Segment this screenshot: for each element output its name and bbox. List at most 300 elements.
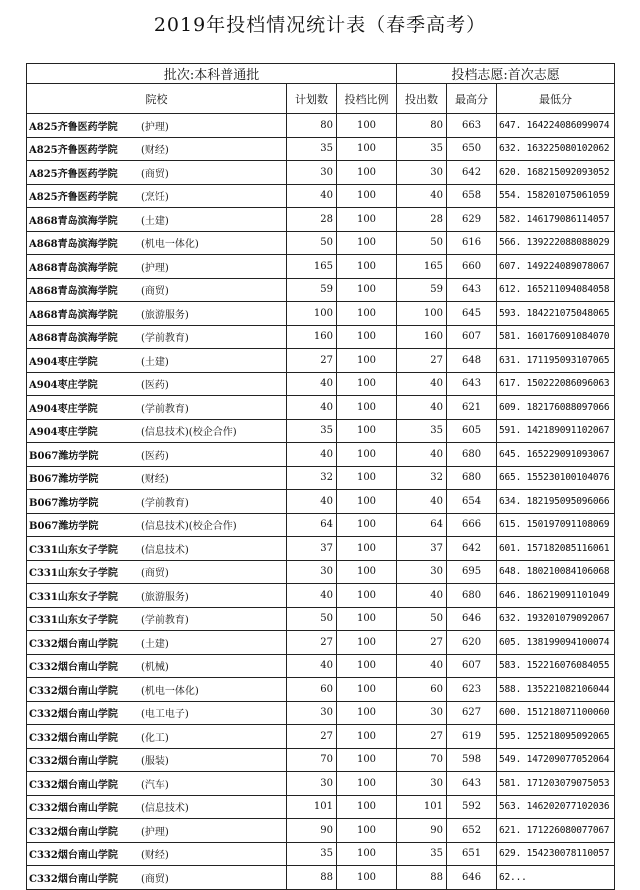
cell-plan: 70 [287,748,337,772]
cell-school [27,325,287,349]
major-name: (护理) [141,121,169,133]
school-name: A868青岛滨海学院 [29,215,118,227]
cell-school [27,701,287,725]
table-row [27,114,615,138]
table-row [27,231,615,255]
major-name: (商贸) [141,286,169,298]
table-row [27,819,615,843]
table-row [27,255,615,279]
school-name: C332烟台南山学院 [29,826,118,838]
table-row [27,678,615,702]
major-name: (土建) [141,356,169,368]
table-row [27,372,615,396]
cell-admitted: 40 [397,184,447,208]
major-name: (护理) [141,826,169,838]
cell-plan: 80 [287,114,337,138]
cell-plan: 35 [287,419,337,443]
admission-table [26,63,615,890]
cell-admitted: 101 [397,795,447,819]
table-row [27,795,615,819]
table-row [27,725,615,749]
cell-ratio: 100 [337,795,397,819]
school-name: A868青岛滨海学院 [29,239,118,251]
cell-max: 592 [447,795,497,819]
cell-admitted: 30 [397,161,447,185]
cell-admitted: 37 [397,537,447,561]
major-name: (旅游服务) [141,309,189,321]
cell-school [27,184,287,208]
school-name: C331山东女子学院 [29,568,118,580]
cell-ratio: 100 [337,701,397,725]
header-row-batch [27,64,615,84]
cell-max: 663 [447,114,497,138]
cell-max: 695 [447,560,497,584]
cell-plan: 64 [287,513,337,537]
school-name: B067潍坊学院 [29,521,99,533]
cell-min: 607. 149224089078067 [497,255,615,279]
cell-plan: 32 [287,466,337,490]
cell-admitted: 60 [397,678,447,702]
page-title: 2019年投档情况统计表（春季高考） [153,14,487,36]
cell-admitted: 50 [397,607,447,631]
table-row [27,161,615,185]
school-name: C332烟台南山学院 [29,685,118,697]
school-name: C331山东女子学院 [29,544,118,556]
col-header-plan: 计划数 [287,84,337,114]
major-name: (机电一体化) [141,685,199,697]
major-name: (旅游服务) [141,591,189,603]
cell-max: 651 [447,842,497,866]
cell-max: 642 [447,161,497,185]
cell-min: 601. 157182085116061 [497,537,615,561]
cell-admitted: 160 [397,325,447,349]
cell-ratio: 100 [337,231,397,255]
cell-max: 650 [447,137,497,161]
school-name: A868青岛滨海学院 [29,286,118,298]
col-header-admitted: 投出数 [397,84,447,114]
cell-school [27,208,287,232]
major-name: (信息技术) [141,803,189,815]
table-row [27,466,615,490]
major-name: (机电一体化) [141,239,199,251]
cell-plan: 40 [287,654,337,678]
cell-max: 643 [447,278,497,302]
major-name: (学前教育) [141,333,189,345]
cell-school [27,842,287,866]
cell-plan: 50 [287,607,337,631]
table-row [27,607,615,631]
school-name: C332烟台南山学院 [29,638,118,650]
cell-admitted: 27 [397,349,447,373]
table-row [27,701,615,725]
cell-ratio: 100 [337,748,397,772]
cell-admitted: 27 [397,725,447,749]
cell-max: 646 [447,607,497,631]
cell-plan: 27 [287,631,337,655]
school-name: C332烟台南山学院 [29,803,118,815]
school-name: C332烟台南山学院 [29,873,118,885]
major-name: (商贸) [141,168,169,180]
cell-max: 646 [447,866,497,890]
cell-min: 582. 146179086114057 [497,208,615,232]
cell-plan: 40 [287,443,337,467]
table-row [27,278,615,302]
major-name: (机械) [141,662,169,674]
table-row [27,490,615,514]
cell-max: 629 [447,208,497,232]
school-name: A868青岛滨海学院 [29,333,118,345]
school-name: A825齐鲁医药学院 [29,168,118,180]
cell-max: 605 [447,419,497,443]
cell-plan: 30 [287,701,337,725]
cell-school [27,513,287,537]
school-name: C331山东女子学院 [29,615,118,627]
cell-plan: 35 [287,842,337,866]
cell-admitted: 40 [397,372,447,396]
cell-school [27,607,287,631]
cell-ratio: 100 [337,819,397,843]
school-name: A904枣庄学院 [29,427,98,439]
school-name: C331山东女子学院 [29,591,118,603]
school-name: B067潍坊学院 [29,497,99,509]
table-row [27,748,615,772]
cell-max: 658 [447,184,497,208]
cell-ratio: 100 [337,419,397,443]
cell-min: 591. 142189091102067 [497,419,615,443]
school-name: A868青岛滨海学院 [29,262,118,274]
cell-ratio: 100 [337,560,397,584]
cell-min: 583. 152216076084055 [497,654,615,678]
cell-ratio: 100 [337,184,397,208]
cell-max: 619 [447,725,497,749]
cell-plan: 28 [287,208,337,232]
cell-admitted: 30 [397,701,447,725]
cell-min: 631. 171195093107065 [497,349,615,373]
table-row [27,584,615,608]
cell-max: 643 [447,372,497,396]
cell-max: 616 [447,231,497,255]
major-name: (医药) [141,450,169,462]
cell-ratio: 100 [337,443,397,467]
cell-admitted: 165 [397,255,447,279]
cell-school [27,231,287,255]
cell-min: 554. 158201075061059 [497,184,615,208]
col-header-min: 最低分 [497,84,615,114]
cell-max: 607 [447,654,497,678]
cell-admitted: 35 [397,419,447,443]
table-row [27,772,615,796]
cell-min: 647. 164224086099074 [497,114,615,138]
major-name: (电工电子) [141,709,189,721]
cell-min: 617. 150222086096063 [497,372,615,396]
cell-max: 654 [447,490,497,514]
cell-school [27,795,287,819]
cell-ratio: 100 [337,137,397,161]
cell-ratio: 100 [337,208,397,232]
cell-plan: 40 [287,584,337,608]
cell-plan: 35 [287,137,337,161]
major-name: (医药) [141,380,169,392]
major-name: (财经) [141,145,169,157]
cell-plan: 30 [287,772,337,796]
cell-max: 666 [447,513,497,537]
school-name: A904枣庄学院 [29,356,98,368]
major-name: (信息技术)(校企合作) [141,521,237,533]
school-name: C332烟台南山学院 [29,756,118,768]
major-name: (服装) [141,756,169,768]
cell-ratio: 100 [337,607,397,631]
cell-ratio: 100 [337,654,397,678]
major-name: (学前教育) [141,497,189,509]
cell-admitted: 27 [397,631,447,655]
cell-ratio: 100 [337,302,397,326]
cell-max: 598 [447,748,497,772]
major-name: (信息技术)(校企合作) [141,427,237,439]
cell-admitted: 32 [397,466,447,490]
cell-ratio: 100 [337,584,397,608]
cell-min: 620. 168215092093052 [497,161,615,185]
cell-school [27,419,287,443]
cell-ratio: 100 [337,631,397,655]
cell-min: 632. 193201079092067 [497,607,615,631]
cell-min: 629. 154230078110057 [497,842,615,866]
cell-min: 648. 180210084106068 [497,560,615,584]
cell-ratio: 100 [337,772,397,796]
cell-admitted: 40 [397,443,447,467]
cell-plan: 40 [287,396,337,420]
cell-min: 593. 184221075048065 [497,302,615,326]
cell-min: 581. 171203079075053 [497,772,615,796]
table-row [27,419,615,443]
cell-plan: 40 [287,372,337,396]
major-name: (信息技术) [141,544,189,556]
cell-admitted: 88 [397,866,447,890]
school-name: C332烟台南山学院 [29,779,118,791]
cell-school [27,490,287,514]
cell-school [27,302,287,326]
cell-ratio: 100 [337,490,397,514]
cell-school [27,443,287,467]
col-header-school: 院校 [27,84,287,114]
cell-ratio: 100 [337,678,397,702]
cell-max: 680 [447,584,497,608]
major-name: (汽车) [141,779,169,791]
school-name: B067潍坊学院 [29,450,99,462]
col-header-max: 最高分 [447,84,497,114]
major-name: (烹饪) [141,192,169,204]
cell-admitted: 70 [397,748,447,772]
cell-plan: 160 [287,325,337,349]
major-name: (商贸) [141,568,169,580]
cell-school [27,349,287,373]
cell-max: 607 [447,325,497,349]
table-row [27,560,615,584]
cell-ratio: 100 [337,725,397,749]
table-row [27,537,615,561]
cell-school [27,161,287,185]
cell-plan: 59 [287,278,337,302]
cell-plan: 37 [287,537,337,561]
cell-max: 623 [447,678,497,702]
cell-school [27,819,287,843]
school-name: C332烟台南山学院 [29,709,118,721]
table-row [27,443,615,467]
cell-school [27,631,287,655]
table-row [27,654,615,678]
cell-school [27,560,287,584]
cell-admitted: 40 [397,396,447,420]
cell-ratio: 100 [337,372,397,396]
cell-min: 600. 151218071100060 [497,701,615,725]
cell-max: 642 [447,537,497,561]
cell-admitted: 40 [397,490,447,514]
cell-plan: 165 [287,255,337,279]
cell-plan: 27 [287,725,337,749]
cell-max: 620 [447,631,497,655]
school-name: A825齐鲁医药学院 [29,121,118,133]
school-name: A904枣庄学院 [29,403,98,415]
cell-admitted: 64 [397,513,447,537]
table-row [27,396,615,420]
cell-max: 660 [447,255,497,279]
cell-min: 549. 147209077052064 [497,748,615,772]
cell-max: 645 [447,302,497,326]
cell-plan: 27 [287,349,337,373]
cell-ratio: 100 [337,325,397,349]
cell-min: 609. 182176088097066 [497,396,615,420]
cell-min: 605. 138199094100074 [497,631,615,655]
major-name: (化工) [141,732,169,744]
cell-school [27,772,287,796]
cell-min: 588. 135221082106044 [497,678,615,702]
cell-min: 621. 171226080077067 [497,819,615,843]
major-name: (土建) [141,215,169,227]
cell-ratio: 100 [337,114,397,138]
cell-school [27,466,287,490]
cell-min: 646. 186219091101049 [497,584,615,608]
cell-school [27,396,287,420]
school-name: A868青岛滨海学院 [29,309,118,321]
school-name: A904枣庄学院 [29,380,98,392]
cell-school [27,584,287,608]
cell-school [27,678,287,702]
cell-school [27,278,287,302]
cell-plan: 100 [287,302,337,326]
table-row [27,866,615,890]
cell-plan: 101 [287,795,337,819]
cell-school [27,654,287,678]
cell-plan: 88 [287,866,337,890]
cell-max: 652 [447,819,497,843]
cell-ratio: 100 [337,842,397,866]
cell-admitted: 35 [397,842,447,866]
cell-ratio: 100 [337,255,397,279]
cell-max: 621 [447,396,497,420]
cell-admitted: 35 [397,137,447,161]
table-row [27,842,615,866]
header-row-columns [27,84,615,114]
cell-admitted: 50 [397,231,447,255]
major-name: (学前教育) [141,403,189,415]
school-name: C332烟台南山学院 [29,732,118,744]
cell-admitted: 80 [397,114,447,138]
cell-max: 643 [447,772,497,796]
cell-max: 627 [447,701,497,725]
cell-max: 648 [447,349,497,373]
school-name: A825齐鲁医药学院 [29,192,118,204]
cell-school [27,255,287,279]
table-row [27,302,615,326]
cell-plan: 30 [287,161,337,185]
cell-max: 680 [447,443,497,467]
cell-plan: 40 [287,184,337,208]
cell-admitted: 40 [397,654,447,678]
major-name: (商贸) [141,873,169,885]
cell-ratio: 100 [337,396,397,420]
cell-school [27,137,287,161]
cell-school [27,725,287,749]
cell-admitted: 40 [397,584,447,608]
cell-admitted: 30 [397,560,447,584]
table-row [27,208,615,232]
cell-min: 665. 155230100104076 [497,466,615,490]
cell-admitted: 28 [397,208,447,232]
cell-ratio: 100 [337,161,397,185]
table-row [27,349,615,373]
school-name: C332烟台南山学院 [29,850,118,862]
major-name: (财经) [141,474,169,486]
cell-min: 563. 146202077102036 [497,795,615,819]
major-name: (学前教育) [141,615,189,627]
cell-ratio: 100 [337,278,397,302]
major-name: (财经) [141,850,169,862]
school-name: C332烟台南山学院 [29,662,118,674]
cell-plan: 90 [287,819,337,843]
cell-plan: 40 [287,490,337,514]
cell-ratio: 100 [337,349,397,373]
cell-min: 566. 139222088088029 [497,231,615,255]
cell-school [27,748,287,772]
cell-min: 634. 182195095096066 [497,490,615,514]
table-row [27,137,615,161]
cell-admitted: 30 [397,772,447,796]
cell-school [27,537,287,561]
cell-plan: 50 [287,231,337,255]
major-name: (土建) [141,638,169,650]
cell-min: 62... [497,866,615,890]
cell-admitted: 59 [397,278,447,302]
cell-ratio: 100 [337,866,397,890]
preference-label: 投档志愿:首次志愿 [397,64,615,84]
school-name: A825齐鲁医药学院 [29,145,118,157]
cell-admitted: 90 [397,819,447,843]
batch-label: 批次:本科普通批 [27,64,397,84]
cell-plan: 30 [287,560,337,584]
cell-min: 581. 160176091084070 [497,325,615,349]
cell-school [27,372,287,396]
table-row [27,325,615,349]
cell-min: 645. 165229091093067 [497,443,615,467]
cell-min: 612. 165211094084058 [497,278,615,302]
cell-min: 632. 163225080102062 [497,137,615,161]
cell-admitted: 100 [397,302,447,326]
school-name: B067潍坊学院 [29,474,99,486]
cell-ratio: 100 [337,537,397,561]
cell-school [27,114,287,138]
table-row [27,631,615,655]
cell-min: 615. 150197091108069 [497,513,615,537]
table-row [27,513,615,537]
